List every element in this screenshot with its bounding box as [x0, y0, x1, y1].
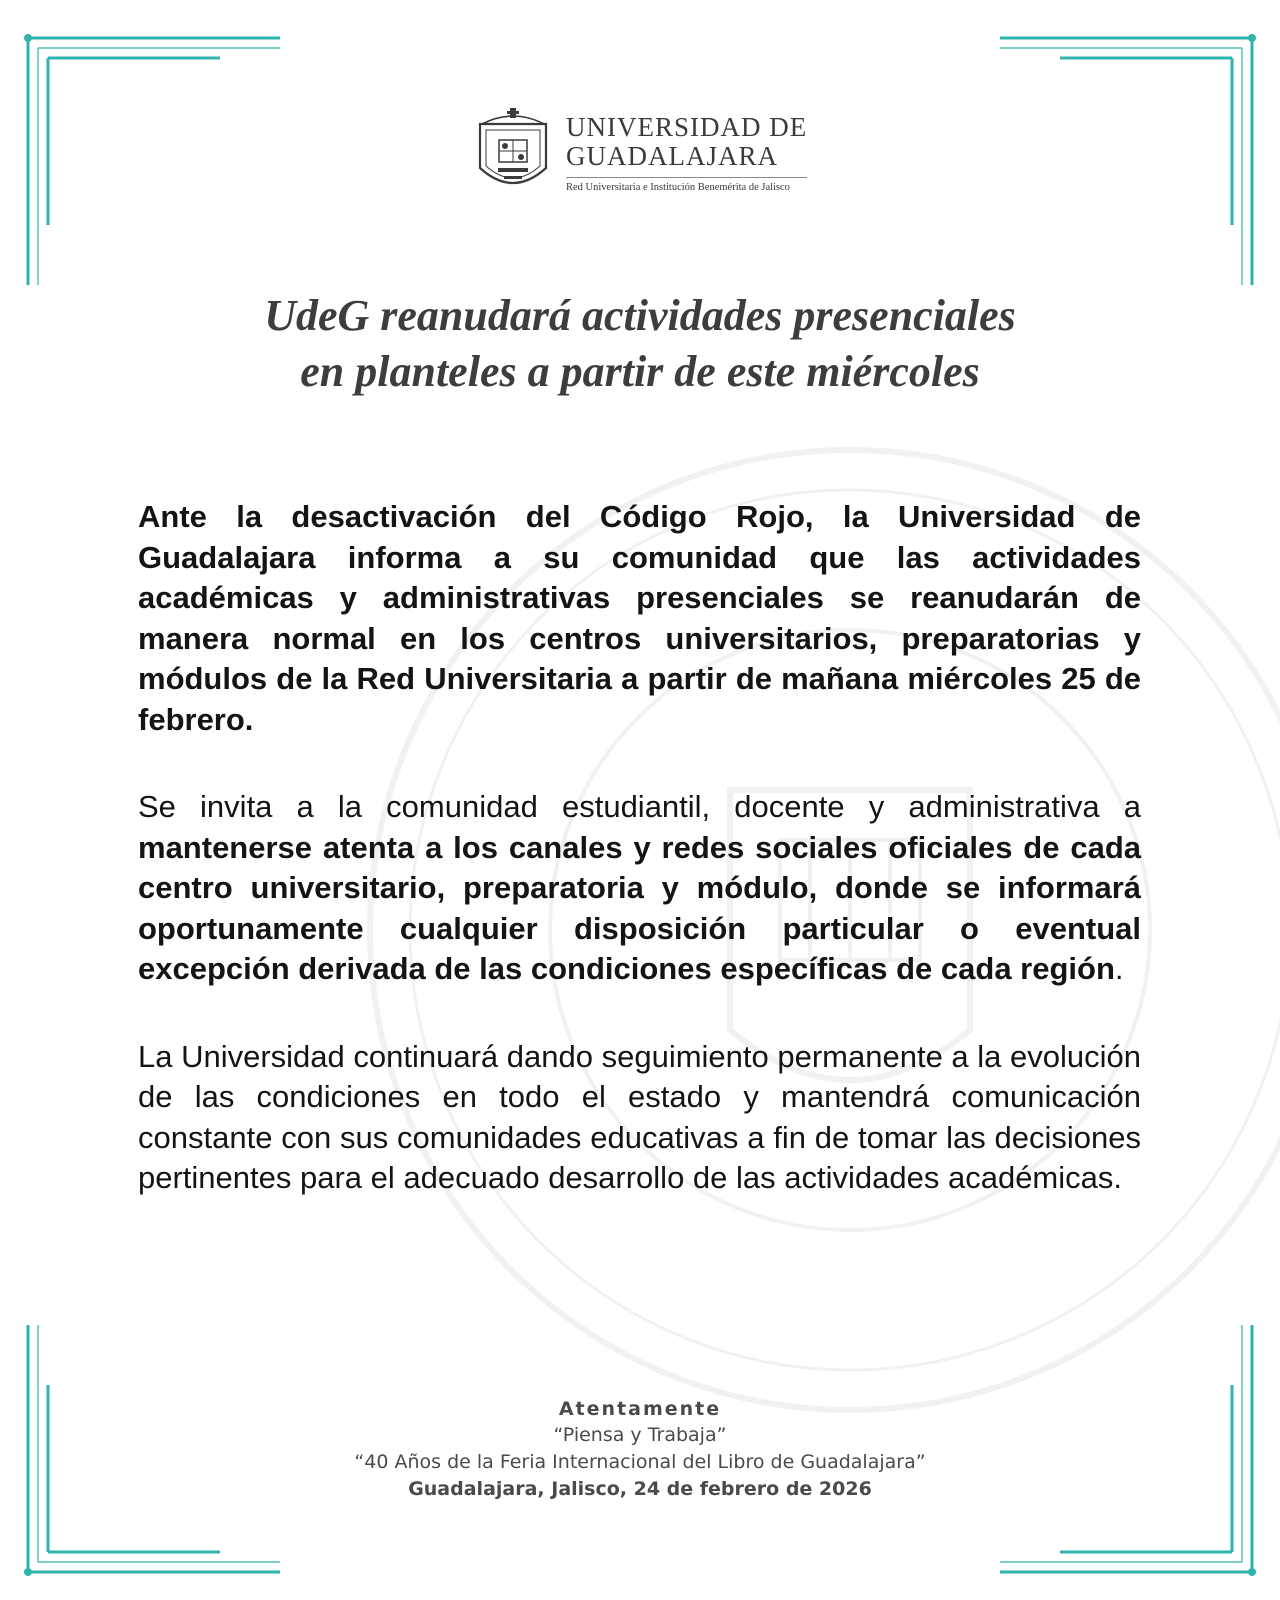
paragraph-1	[138, 497, 1141, 740]
headline-line1: UdeG reanudará actividades presenciales	[264, 291, 1016, 340]
headline	[140, 288, 1140, 400]
paragraph-3	[138, 1037, 1141, 1199]
paragraph-2	[138, 787, 1141, 990]
paragraph-2-intro: Se invita a la comunidad estudiantil, docente y administrativa a	[138, 789, 1141, 824]
paragraph-3-text: La Universidad continuará dando seguimiento permanente a la evolución de las condiciones en todo el estado y mantendrá comunicación constante con sus comunidades educativas a fin de tomar las decisiones pertinentes para el adecuado desarrollo de las actividades académicas.	[138, 1038, 1141, 1195]
closing-salutation: Atentamente	[558, 1398, 722, 1420]
headline-line2: en planteles a partir de este miércoles	[300, 347, 980, 396]
closing-anniversary: “40 Años de la Feria Internacional del Libro de Guadalajara”	[354, 1451, 926, 1473]
paragraph-1-text: Ante la desactivación del Código Rojo, la Universidad de Guadalajara informa a su comunidad que las actividades académicas y administrativas presenciales se reanudarán de manera normal en los centros universitarios, preparatorias y módulos de la Red Universitaria a partir de mañana miércoles 25 de febrero.	[138, 499, 1141, 737]
logo-tagline: Red Universitaria e Institución Benemérita de Jalisco	[566, 177, 807, 193]
closing-place-date: Guadalajara, Jalisco, 24 de febrero de 2026	[408, 1478, 872, 1500]
closing-motto: “Piensa y Trabaja”	[553, 1424, 727, 1446]
logo-text	[566, 111, 808, 193]
closing-signature	[240, 1396, 1040, 1503]
paragraph-2-emphasis: mantenerse atenta a los canales y redes sociales oficiales de cada centro universitario, preparatoria y módulo, donde se informará oportunamente cualquier disposición particular o eventual excepción derivada de las condiciones específicas de cada región	[138, 829, 1141, 986]
university-seal-icon	[474, 106, 552, 200]
frame-corner-top-right	[1000, 38, 1252, 285]
paragraph-2-end: .	[1114, 951, 1124, 986]
logo-name-line1: UNIVERSIDAD DE	[566, 111, 808, 142]
frame-corner-top-left	[28, 38, 280, 285]
logo-name-line2: GUADALAJARA	[566, 140, 778, 171]
statement-body	[138, 497, 1141, 1246]
university-logo	[474, 106, 814, 200]
